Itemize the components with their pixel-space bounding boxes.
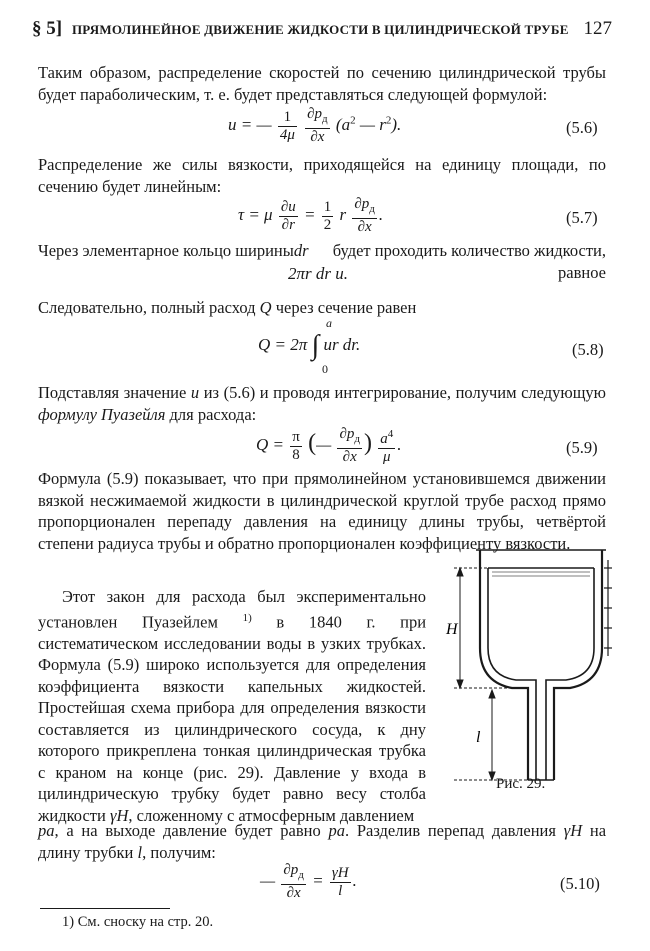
equation-5-9: Q = $\frac{\pi}{8}$ (— $\frac{\partial p_д}{\partial x}$ ) $\frac{a^4}{\mu}$ . xyxy=(256,426,402,465)
equation-number-5-10: (5.10) xyxy=(560,874,600,893)
p7-text-d: , а на выходе давление будет равно xyxy=(54,821,321,840)
p7-text-b: в 1840 г. при систематическом исследовании воды в узких трубках. Формула (5.9) широко используется для определения коэффициента вязкости капельных жидкостей. Простейшая схема прибора для определения вязкости составляется из цилиндрического сосуда, к дну которого прикреплена тонкая цилиндрическая трубка с краном на конце (рис. 29). Давление у входа в цилиндрическую трубку будет равно весу столба жидкости xyxy=(38,612,427,825)
footnote-ref: 1) xyxy=(242,611,252,624)
equation-number-5-8: (5.8) xyxy=(572,340,604,359)
p7-pa: pa xyxy=(38,821,55,840)
paragraph-6-wide xyxy=(38,468,606,554)
footnote-rule xyxy=(40,908,170,909)
p4-text-a: Следовательно, полный расход xyxy=(38,298,256,317)
paragraph-2: Распределение же силы вязкости, приходящейся на единицу площади, по сечению будет линейным: xyxy=(38,155,606,196)
p7-gamma-h: γH xyxy=(109,805,129,825)
equation-5-7: τ = μ $\frac{\partial u}{\partial r}$ = $\frac{1}{2}$ r $\frac{\partial p_д}{\partial x}$ . xyxy=(238,196,384,235)
p3-text-a: Через элементарное кольцо ширины xyxy=(38,241,294,260)
p4-Q: Q xyxy=(259,298,272,317)
paragraph-4 xyxy=(38,298,416,318)
figure-caption: Рис. 29. xyxy=(496,776,546,792)
page-number: 127 xyxy=(583,18,612,39)
p5-text-b: из (5.6) и проводя интегрирование, получим следующую xyxy=(203,383,606,402)
equation-5-8: Q = 2π ∫ ur dr. xyxy=(258,330,361,361)
integral-lower-limit: 0 xyxy=(322,362,328,376)
p3-text-b: будет проходить количество жидкости, равное xyxy=(332,241,606,282)
label-H: H xyxy=(446,621,458,638)
running-header xyxy=(32,18,612,42)
p5-text-c: для расхода: xyxy=(169,404,257,424)
header-title: ПРЯМОЛИНЕЙНОЕ ДВИЖЕНИЕ ЖИДКОСТИ В ЦИЛИНДРИЧЕСКОЙ ТРУБЕ xyxy=(72,22,569,37)
p7-text-a: Этот закон для расхода был экспериментально установлен Пуазейлем xyxy=(38,587,426,631)
p5-u: u xyxy=(190,383,200,402)
viscometer-figure xyxy=(432,548,614,798)
footnote-text: См. сноску на стр. 20. xyxy=(77,914,214,930)
p7-text-c: , сложенному с атмосферным давлением xyxy=(128,805,415,825)
label-l: l xyxy=(476,729,481,746)
p7-gamma-h2: γH xyxy=(563,821,583,840)
paragraph-5 xyxy=(38,382,606,425)
poiseuille-formula-term: формулу Пуазейля xyxy=(38,404,166,424)
equation-5-6: u = — $\frac{1}{4\mu}$ $\frac{\partial p_д}{\partial x}$ ($a^2$ — $r^2$). xyxy=(228,106,402,145)
paragraph-1: Таким образом, распределение скоростей по сечению цилиндрической трубы будет параболическим, т. е. будет представляться следующей формулой: xyxy=(38,63,606,104)
p7-text-e: . Разделив перепад давления xyxy=(344,821,556,840)
equation-number-5-9: (5.9) xyxy=(566,438,598,457)
equation-number-5-6: (5.6) xyxy=(566,118,598,137)
p3-dr: dr xyxy=(293,241,309,260)
section-mark: § 5] xyxy=(32,18,63,39)
paragraph-6: Формула (5.9) показывает, что при прямолинейном установившемся движении вязкой несжимаемой жидкости в цилиндрической круглой трубе расход прямо пропорционален перепаду давления на единицу длины трубы, четвёртой степени радиуса трубы и обратно пропорционален коэффициенту вязкости. xyxy=(38,469,606,553)
p7-pa2: pa xyxy=(328,821,345,840)
p5-text-a: Подставляя значение xyxy=(38,383,187,402)
p4-text-b: через сечение равен xyxy=(275,298,417,317)
paragraph-7 xyxy=(38,586,426,826)
equation-5-10: — $\frac{\partial p_д}{\partial x}$ = $\frac{\gamma H}{l}$ . xyxy=(260,862,357,901)
integral-upper-limit: a xyxy=(326,316,332,330)
ring-flow-expr: 2πr dr u. xyxy=(288,264,348,283)
p7-text-f: на длину трубки xyxy=(38,821,607,862)
footnote-mark: 1) xyxy=(62,914,75,930)
equation-number-5-7: (5.7) xyxy=(566,208,598,227)
p7-l: l xyxy=(137,842,143,862)
p7-text-g: , получим: xyxy=(142,842,216,862)
footnote xyxy=(62,914,213,931)
paragraph-7-cont xyxy=(38,820,606,863)
